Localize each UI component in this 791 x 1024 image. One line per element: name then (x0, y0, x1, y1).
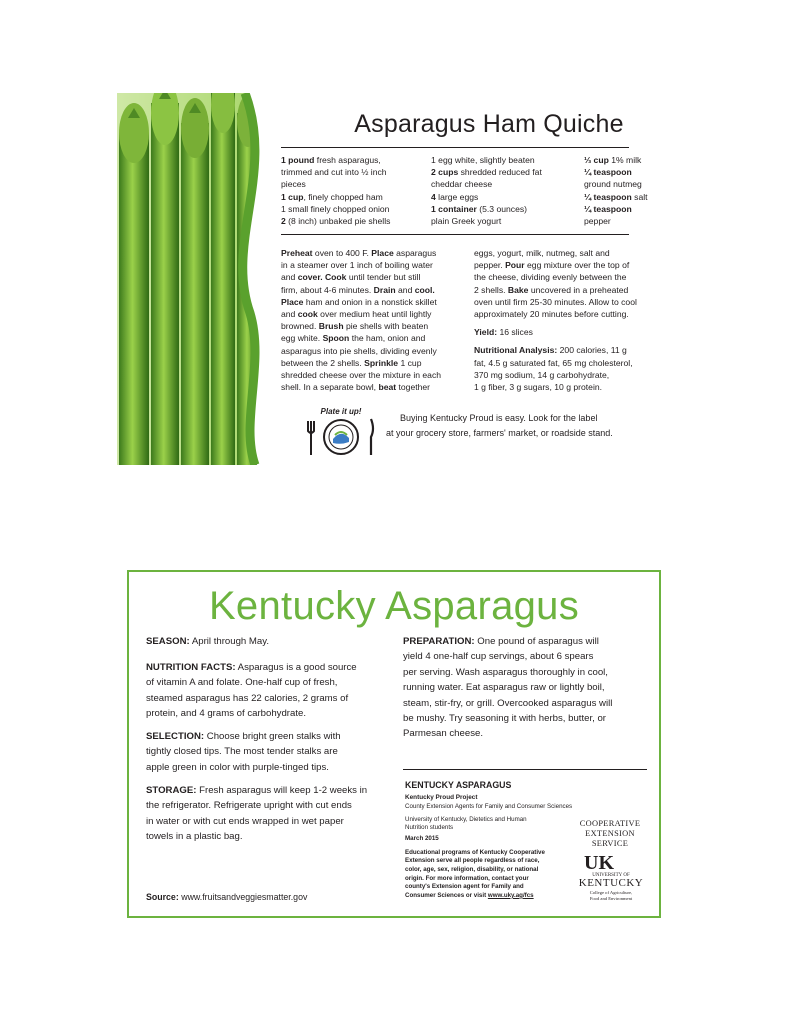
kentucky-proud-tagline: Buying Kentucky Proud is easy. Look for the label at your grocery store, farmers' market, or roadside stand. (386, 413, 613, 438)
preparation-section: PREPARATION: One pound of asparagus will yield 4 one-half cup servings, about 6 spears per serving. Wash asparagus thoroughly in cool, running water. Eat asparagus raw or lightly boil, steam, stir-fry, or grill. Overcooked asparagus will be mushy. Try seasoning it with herbs, butter, or Parmesan cheese. (403, 636, 613, 740)
direction-line: the cheese, dividing evenly between the (474, 272, 627, 283)
source-line: Source: www.fruitsandveggiesmatter.gov (146, 892, 308, 902)
source-link[interactable]: www.fruitsandveggiesmatter.gov (178, 892, 308, 902)
storage-section: STORAGE: Fresh asparagus will keep 1-2 weeks in the refrigerator. Refrigerate upright with cut ends in water or with cut ends wrapped in wet paper towels in a plastic bag. (146, 785, 368, 843)
asparagus-photo (117, 93, 265, 465)
svg-text:UK: UK (584, 852, 614, 874)
ingredient-line: 1 egg white, slightly beaten (431, 155, 535, 165)
direction-line: shredded cheese over the mixture in each (281, 370, 442, 381)
directions-column-2 (474, 247, 637, 393)
direction-line: Preheat oven to 400 F. Place asparagus (281, 248, 437, 258)
plate-it-up-logo (303, 405, 379, 459)
direction-line: and cover. Cook until tender but still (281, 272, 421, 283)
nutrition-line: 370 mg sodium, 14 g carbohydrate, (474, 369, 610, 380)
nutrition-line: Nutritional Analysis: 200 calories, 11 g (474, 345, 627, 356)
ingredient-line: 1 cup, finely chopped ham (281, 191, 383, 202)
disclaimer-line: Extension serve all people regardless of race, (405, 857, 540, 865)
recipe-card (117, 93, 662, 465)
credits-title: KENTUCKY ASPARAGUS (405, 780, 512, 790)
credits-line: Nutrition students (405, 824, 454, 832)
ingredient-line: 4 large eggs (431, 191, 479, 202)
disclaimer-line: Consumer Sciences or visit (405, 891, 488, 899)
direction-line: approximately 20 minutes before cutting. (474, 309, 629, 320)
direction-line: 2 shells. Bake uncovered in a preheated (474, 284, 629, 295)
credits-date: March 2015 (405, 834, 439, 842)
direction-line: shell. In a separate bowl, beat together (281, 382, 431, 393)
svg-text:KENTUCKY: KENTUCKY (578, 877, 644, 889)
cooperative-extension-label: COOPERATIVE EXTENSION SERVICE (579, 819, 641, 848)
svg-text:Food and Environment: Food and Environment (589, 896, 633, 901)
direction-line: and cook over medium heat until lightly (281, 309, 432, 320)
credits-divider (403, 769, 647, 770)
disclaimer-line: county's Extension agent for Family and (405, 883, 524, 891)
ingredient-line: ¼ teaspoon (584, 203, 632, 214)
nutrition-line: fat, 4.5 g saturated fat, 65 mg cholesterol, (474, 357, 633, 368)
season-section: SEASON: April through May. (146, 636, 269, 647)
svg-text:College of Agriculture,: College of Agriculture, (589, 890, 633, 895)
direction-line: pepper. Pour egg mixture over the top of (474, 260, 630, 271)
directions-column-1 (281, 247, 441, 393)
ingredient-line: pepper (584, 216, 611, 227)
ingredients-divider (281, 234, 629, 235)
ingredient-line: plain Greek yogurt (431, 216, 502, 227)
direction-line: Place ham and onion in a nonstick skillet (281, 296, 437, 307)
info-title: Kentucky Asparagus (208, 584, 580, 628)
credits-project: Kentucky Proud Project (405, 794, 478, 801)
recipe-title: Asparagus Ham Quiche (354, 110, 624, 138)
nutrition-facts-section: NUTRITION FACTS: Asparagus is a good source of vitamin A and folate. One-half cup of fresh, steamed asparagus has 22 calories, 2 grams of protein, and 4 grams of carbohydrate. (146, 662, 357, 720)
direction-line: asparagus into pie shells, dividing evenly (281, 345, 437, 356)
ingredient-line: trimmed and cut into ½ inch (281, 167, 387, 178)
ingredients-column-1 (281, 154, 390, 227)
yield: Yield: 16 slices (474, 327, 533, 338)
ingredient-line: ⅓ cup 1% milk (584, 155, 642, 165)
ingredient-line: ground nutmeg (584, 179, 642, 190)
nutritional-analysis (474, 344, 637, 393)
credits-line: County Extension Agents for Family and Consumer Sciences (405, 803, 573, 810)
ingredients-column-3 (584, 154, 648, 227)
direction-line: egg white. Spoon the ham, onion and (281, 333, 426, 344)
ingredient-line: 1 container (5.3 ounces) (431, 203, 528, 214)
info-card (127, 570, 661, 918)
ingredient-line: ¼ teaspoon salt (584, 191, 648, 202)
disclaimer-line: color, age, sex, religion, disability, or national (405, 865, 539, 873)
direction-line: between the 2 shells. Sprinkle 1 cup (281, 357, 422, 368)
credits-line: University of Kentucky, Dietetics and Human (405, 815, 527, 823)
title-divider (281, 147, 629, 148)
uk-logo (573, 852, 649, 904)
logo-text: Plate it up! (320, 407, 362, 416)
direction-line: oven until firm 25-30 minutes. Allow to cool (474, 296, 637, 307)
disclaimer-line: origin. For more information, contact your (405, 874, 529, 882)
credits-block (405, 779, 575, 900)
direction-line: firm, about 4-6 minutes. Drain and cool. (281, 284, 435, 295)
selection-section: SELECTION: Choose bright green stalks with tightly closed tips. The most tender stalks are apple green in color with purple-tinged tips. (146, 731, 341, 773)
nutrition-line: 1 g fiber, 3 g sugars, 10 g protein. (474, 382, 603, 393)
direction-line: browned. Brush pie shells with beaten (281, 321, 429, 332)
direction-line: eggs, yogurt, milk, nutmeg, salt and (474, 248, 610, 258)
svg-text:UNIVERSITY OF: UNIVERSITY OF (592, 873, 630, 878)
ingredients-column-2 (431, 154, 542, 227)
ingredient-line: pieces (281, 179, 306, 190)
ingredient-line: 1 small finely chopped onion (281, 203, 390, 214)
disclaimer-line: Educational programs of Kentucky Cooperative (405, 848, 545, 856)
ingredient-line: 2 (8 inch) unbaked pie shells (281, 216, 391, 227)
ingredient-line: ¼ teaspoon (584, 167, 632, 178)
fcs-link[interactable]: www.uky.ag/fcs (487, 891, 534, 899)
ingredient-line: 1 pound fresh asparagus, (281, 155, 381, 165)
ingredient-line: 2 cups shredded reduced fat (431, 167, 542, 178)
ingredient-line: cheddar cheese (431, 179, 493, 190)
direction-line: in a steamer over 1 inch of boiling water (281, 260, 433, 271)
